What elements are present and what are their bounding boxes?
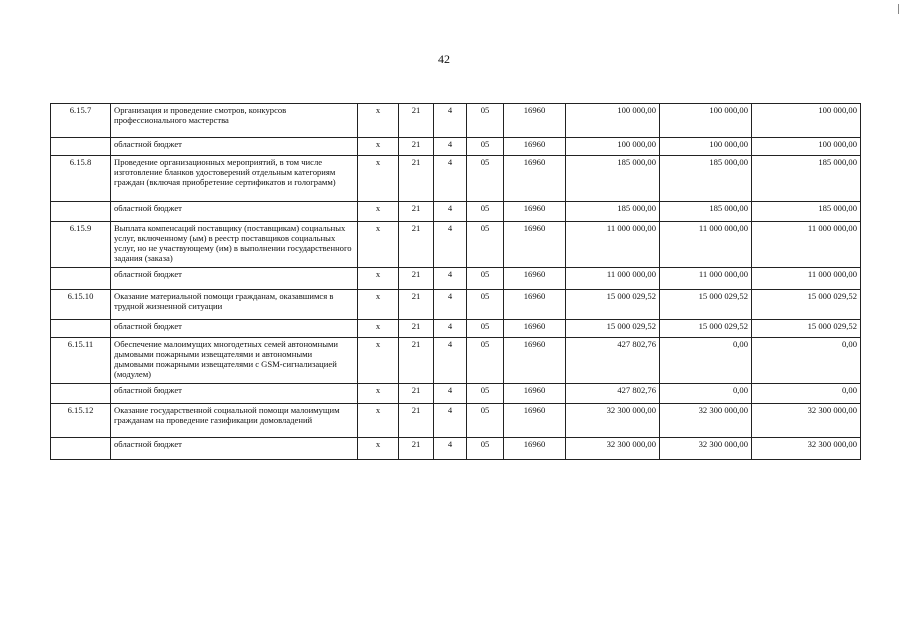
item-number [51, 320, 111, 338]
code-subsection: 05 [467, 438, 504, 460]
item-number [51, 138, 111, 156]
code-subsection: 05 [467, 338, 504, 384]
item-name: областной бюджет [111, 384, 358, 404]
item-number: 6.15.9 [51, 222, 111, 268]
amount-year-1: 11 000 000,00 [566, 268, 660, 290]
item-number [51, 384, 111, 404]
code-target: 16960 [504, 438, 566, 460]
code-subsection: 05 [467, 290, 504, 320]
code-target: 16960 [504, 222, 566, 268]
amount-year-3: 15 000 029,52 [752, 320, 861, 338]
amount-year-1: 11 000 000,00 [566, 222, 660, 268]
code-ministry: 21 [399, 104, 434, 138]
amount-year-2: 32 300 000,00 [660, 438, 752, 460]
item-name: Выплата компенсаций поставщику (поставщикам) социальных услуг, включенному (ым) в реестр поставщиков социальных услуг, но не участвующему (им) в выполнении государственного задания (заказа) [111, 222, 358, 268]
code-ministry: 21 [399, 338, 434, 384]
code-x: х [358, 268, 399, 290]
code-section: 4 [434, 104, 467, 138]
code-x: х [358, 222, 399, 268]
code-x: х [358, 404, 399, 438]
code-subsection: 05 [467, 138, 504, 156]
amount-year-3: 11 000 000,00 [752, 268, 861, 290]
amount-year-1: 100 000,00 [566, 138, 660, 156]
code-x: х [358, 104, 399, 138]
item-name: областной бюджет [111, 268, 358, 290]
item-name: Оказание государственной социальной помощи малоимущим гражданам на проведение газификации домовладений [111, 404, 358, 438]
amount-year-2: 11 000 000,00 [660, 268, 752, 290]
amount-year-3: 0,00 [752, 384, 861, 404]
budget-table [50, 103, 861, 460]
table-row [51, 104, 861, 138]
table-row [51, 222, 861, 268]
item-name: Оказание материальной помощи гражданам, оказавшимся в трудной жизненной ситуации [111, 290, 358, 320]
amount-year-3: 11 000 000,00 [752, 222, 861, 268]
code-subsection: 05 [467, 202, 504, 222]
table-row [51, 268, 861, 290]
amount-year-1: 32 300 000,00 [566, 438, 660, 460]
page-edge-mark [898, 4, 899, 14]
amount-year-1: 15 000 029,52 [566, 290, 660, 320]
code-ministry: 21 [399, 268, 434, 290]
code-subsection: 05 [467, 222, 504, 268]
amount-year-2: 11 000 000,00 [660, 222, 752, 268]
amount-year-3: 100 000,00 [752, 138, 861, 156]
item-name: Организация и проведение смотров, конкурсов профессионального мастерства [111, 104, 358, 138]
item-name: областной бюджет [111, 438, 358, 460]
item-number: 6.15.11 [51, 338, 111, 384]
amount-year-2: 15 000 029,52 [660, 320, 752, 338]
page-number: 42 [438, 52, 450, 66]
code-target: 16960 [504, 384, 566, 404]
code-ministry: 21 [399, 404, 434, 438]
code-x: х [358, 202, 399, 222]
code-section: 4 [434, 202, 467, 222]
table-row [51, 138, 861, 156]
code-ministry: 21 [399, 202, 434, 222]
item-name: областной бюджет [111, 138, 358, 156]
amount-year-2: 100 000,00 [660, 138, 752, 156]
amount-year-2: 185 000,00 [660, 202, 752, 222]
code-section: 4 [434, 438, 467, 460]
amount-year-2: 0,00 [660, 338, 752, 384]
code-target: 16960 [504, 138, 566, 156]
code-section: 4 [434, 156, 467, 202]
code-ministry: 21 [399, 138, 434, 156]
amount-year-3: 15 000 029,52 [752, 290, 861, 320]
code-x: х [358, 384, 399, 404]
table-row [51, 404, 861, 438]
code-subsection: 05 [467, 404, 504, 438]
item-number: 6.15.10 [51, 290, 111, 320]
code-ministry: 21 [399, 156, 434, 202]
table-row [51, 438, 861, 460]
amount-year-2: 15 000 029,52 [660, 290, 752, 320]
amount-year-1: 100 000,00 [566, 104, 660, 138]
code-ministry: 21 [399, 438, 434, 460]
code-section: 4 [434, 404, 467, 438]
amount-year-1: 185 000,00 [566, 156, 660, 202]
amount-year-3: 185 000,00 [752, 202, 861, 222]
amount-year-3: 32 300 000,00 [752, 438, 861, 460]
amount-year-3: 0,00 [752, 338, 861, 384]
item-number: 6.15.7 [51, 104, 111, 138]
code-target: 16960 [504, 268, 566, 290]
code-subsection: 05 [467, 384, 504, 404]
code-x: х [358, 438, 399, 460]
item-name: Проведение организационных мероприятий, в том числе изготовление бланков удостоверений отдельным категориям граждан (включая приобретение сертификатов и голограмм) [111, 156, 358, 202]
code-x: х [358, 320, 399, 338]
amount-year-1: 32 300 000,00 [566, 404, 660, 438]
code-section: 4 [434, 338, 467, 384]
table-row [51, 290, 861, 320]
amount-year-3: 100 000,00 [752, 104, 861, 138]
code-x: х [358, 290, 399, 320]
table-row [51, 156, 861, 202]
item-name: областной бюджет [111, 202, 358, 222]
amount-year-2: 32 300 000,00 [660, 404, 752, 438]
item-number [51, 202, 111, 222]
amount-year-1: 427 802,76 [566, 384, 660, 404]
code-x: х [358, 338, 399, 384]
code-ministry: 21 [399, 320, 434, 338]
amount-year-3: 185 000,00 [752, 156, 861, 202]
item-name: областной бюджет [111, 320, 358, 338]
item-number: 6.15.8 [51, 156, 111, 202]
item-name: Обеспечение малоимущих многодетных семей автономными дымовыми пожарными извещателями и автономными дымовыми пожарными извещателями с GSM-сигнализацией (модулем) [111, 338, 358, 384]
code-section: 4 [434, 290, 467, 320]
code-section: 4 [434, 138, 467, 156]
code-ministry: 21 [399, 290, 434, 320]
amount-year-2: 100 000,00 [660, 104, 752, 138]
code-target: 16960 [504, 290, 566, 320]
code-target: 16960 [504, 202, 566, 222]
table-row [51, 320, 861, 338]
amount-year-1: 427 802,76 [566, 338, 660, 384]
code-target: 16960 [504, 320, 566, 338]
budget-table-body [51, 104, 861, 460]
amount-year-2: 185 000,00 [660, 156, 752, 202]
code-x: х [358, 156, 399, 202]
item-number [51, 268, 111, 290]
amount-year-1: 15 000 029,52 [566, 320, 660, 338]
code-section: 4 [434, 268, 467, 290]
code-ministry: 21 [399, 222, 434, 268]
code-target: 16960 [504, 104, 566, 138]
code-ministry: 21 [399, 384, 434, 404]
item-number: 6.15.12 [51, 404, 111, 438]
code-subsection: 05 [467, 156, 504, 202]
code-x: х [358, 138, 399, 156]
code-section: 4 [434, 384, 467, 404]
code-target: 16960 [504, 156, 566, 202]
code-subsection: 05 [467, 104, 504, 138]
code-section: 4 [434, 222, 467, 268]
code-target: 16960 [504, 404, 566, 438]
code-subsection: 05 [467, 320, 504, 338]
code-subsection: 05 [467, 268, 504, 290]
table-row [51, 338, 861, 384]
code-target: 16960 [504, 338, 566, 384]
code-section: 4 [434, 320, 467, 338]
amount-year-2: 0,00 [660, 384, 752, 404]
amount-year-3: 32 300 000,00 [752, 404, 861, 438]
table-row [51, 384, 861, 404]
amount-year-1: 185 000,00 [566, 202, 660, 222]
table-row [51, 202, 861, 222]
item-number [51, 438, 111, 460]
